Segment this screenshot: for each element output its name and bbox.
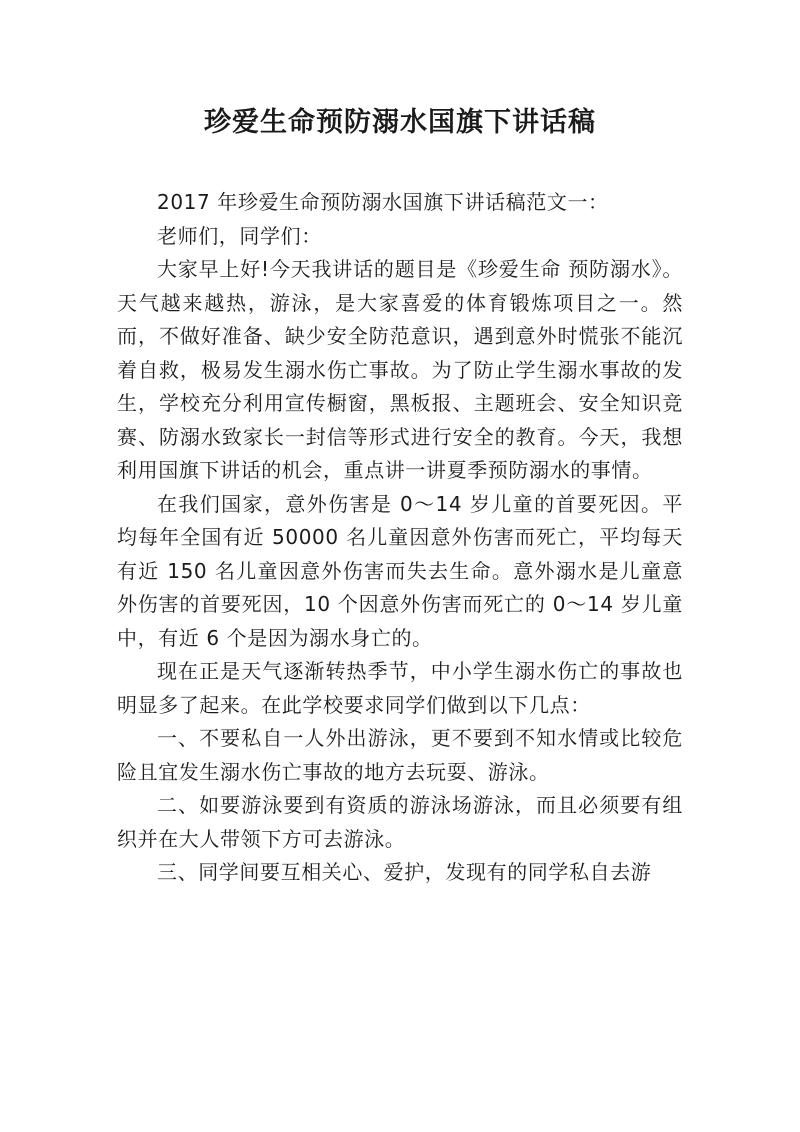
paragraph-rule-two: 二、如要游泳要到有资质的游泳场游泳，而且必须要有组织并在大人带领下方可去游泳。 xyxy=(117,793,683,851)
paragraph-rule-three: 三、同学间要互相关心、爱护，发现有的同学私自去游 xyxy=(157,860,652,884)
document-body xyxy=(117,186,683,890)
paragraph-intro-heading: 2017 年珍爱生命预防溺水国旗下讲话稿范文一： xyxy=(157,190,609,214)
paragraph-statistics: 在我们国家，意外伤害是 0～14 岁儿童的首要死因。平均每年全国有近 50000 名儿童因意外伤害而死亡，平均每天有近 150 名儿童因意外伤害而失去生命。意外溺水是儿童意外伤害的首要死因，10 个因意外伤害而死亡的 0～14 岁儿童中，有近 6 个是因为溺水身亡的。 xyxy=(117,491,683,650)
paragraph-salutation: 老师们，同学们： xyxy=(157,223,322,248)
document-title: 珍爱生命预防溺水国旗下讲话稿 xyxy=(204,107,596,138)
paragraph-greeting: 大家早上好!今天我讲话的题目是《珍爱生命 预防溺水》。天气越来越热，游泳，是大家喜爱的体育锻炼项目之一。然而，不做好准备、缺少安全防范意识，遇到意外时慌张不能沉着自救，极易发生溺水伤亡事故。为了防止学生溺水事故的发生，学校充分利用宣传橱窗，黑板报、主题班会、安全知识竞赛、防溺水致家长一封信等形式进行安全的教育。今天，我想利用国旗下讲话的机会，重点讲一讲夏季预防溺水的事情。 xyxy=(117,257,683,482)
paragraph-requirements-intro: 现在正是天气逐渐转热季节，中小学生溺水伤亡的事故也明显多了起来。在此学校要求同学们做到以下几点： xyxy=(117,659,683,717)
paragraph-rule-one: 一、不要私自一人外出游泳，更不要到不知水情或比较危险且宜发生溺水伤亡事故的地方去玩耍、游泳。 xyxy=(117,726,683,784)
